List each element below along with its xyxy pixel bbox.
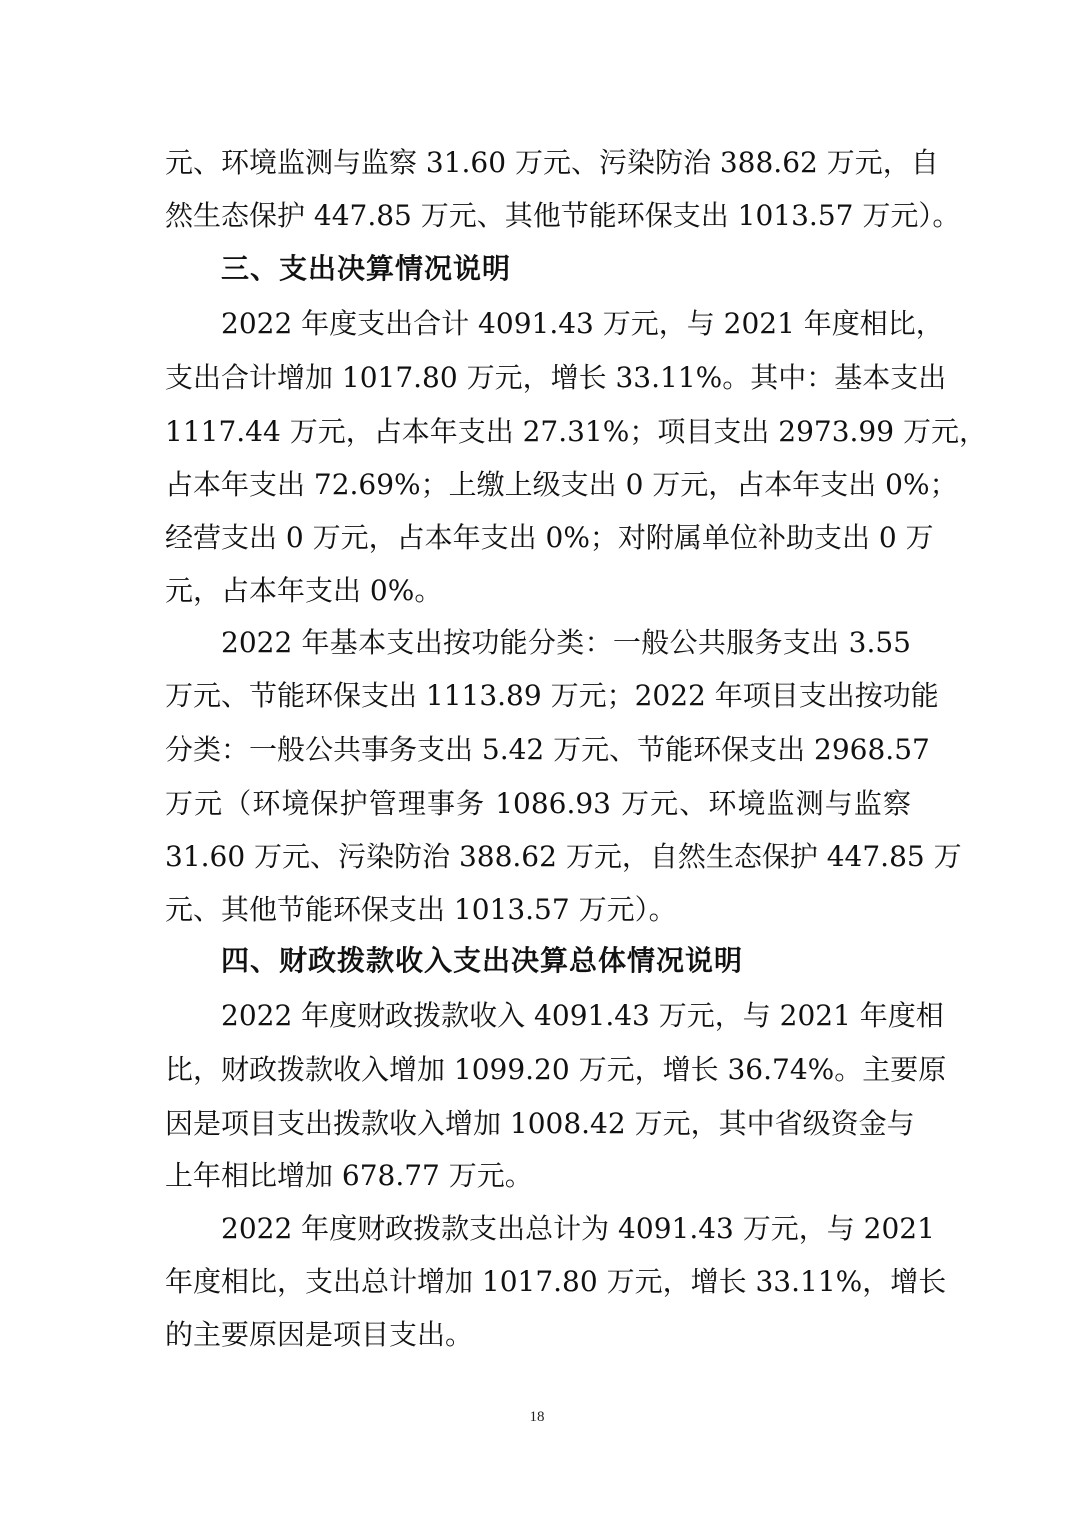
text-line: 分类：一般公共事务支出 5.42 万元、节能环保支出 2968.57 (165, 733, 930, 766)
text-line: 万元、节能环保支出 1113.89 万元；2022 年项目支出按功能 (165, 679, 939, 712)
text-line: 占本年支出 72.69%；上缴上级支出 0 万元，占本年支出 0%； (165, 468, 958, 501)
text-line: 元，占本年支出 0%。 (165, 574, 443, 607)
text-line: 比，财政拨款收入增加 1099.20 万元，增长 36.74%。主要原 (165, 1053, 947, 1086)
text-line: 因是项目支出拨款收入增加 1008.42 万元，其中省级资金与 (165, 1107, 915, 1140)
text-line: 的主要原因是项目支出。 (165, 1318, 474, 1351)
page-number: 18 (529, 1409, 545, 1425)
section-heading-fiscal-appropriation: 四、财政拨款收入支出决算总体情况说明 (221, 944, 744, 977)
text-line: 2022 年基本支出按功能分类：一般公共服务支出 3.55 (221, 626, 911, 659)
section-heading-expenditure: 三、支出决算情况说明 (221, 252, 512, 285)
text-line: 1117.44 万元，占本年支出 27.31%；项目支出 2973.99 万元， (165, 415, 987, 448)
text-line: 元、其他节能环保支出 1013.57 万元）。 (165, 893, 677, 926)
text-line: 元、环境监测与监察 31.60 万元、污染防治 388.62 万元，自 (165, 146, 939, 179)
text-line: 上年相比增加 678.77 万元。 (165, 1159, 533, 1192)
text-line: 2022 年度支出合计 4091.43 万元，与 2021 年度相比， (221, 307, 944, 340)
text-line: 2022 年度财政拨款支出总计为 4091.43 万元，与 2021 (221, 1212, 935, 1245)
text-line: 万元（环境保护管理事务 1086.93 万元、环境监测与监察 (165, 787, 911, 820)
text-line: 31.60 万元、污染防治 388.62 万元，自然生态保护 447.85 万 (165, 840, 962, 873)
text-line: 支出合计增加 1017.80 万元，增长 33.11%。其中：基本支出 (165, 361, 947, 394)
text-line: 经营支出 0 万元，占本年支出 0%；对附属单位补助支出 0 万 (165, 521, 934, 554)
text-line: 年度相比，支出总计增加 1017.80 万元，增长 33.11%，增长 (165, 1265, 947, 1298)
text-line: 2022 年度财政拨款收入 4091.43 万元，与 2021 年度相 (221, 999, 944, 1032)
text-line: 然生态保护 447.85 万元、其他节能环保支出 1013.57 万元）。 (165, 199, 961, 232)
